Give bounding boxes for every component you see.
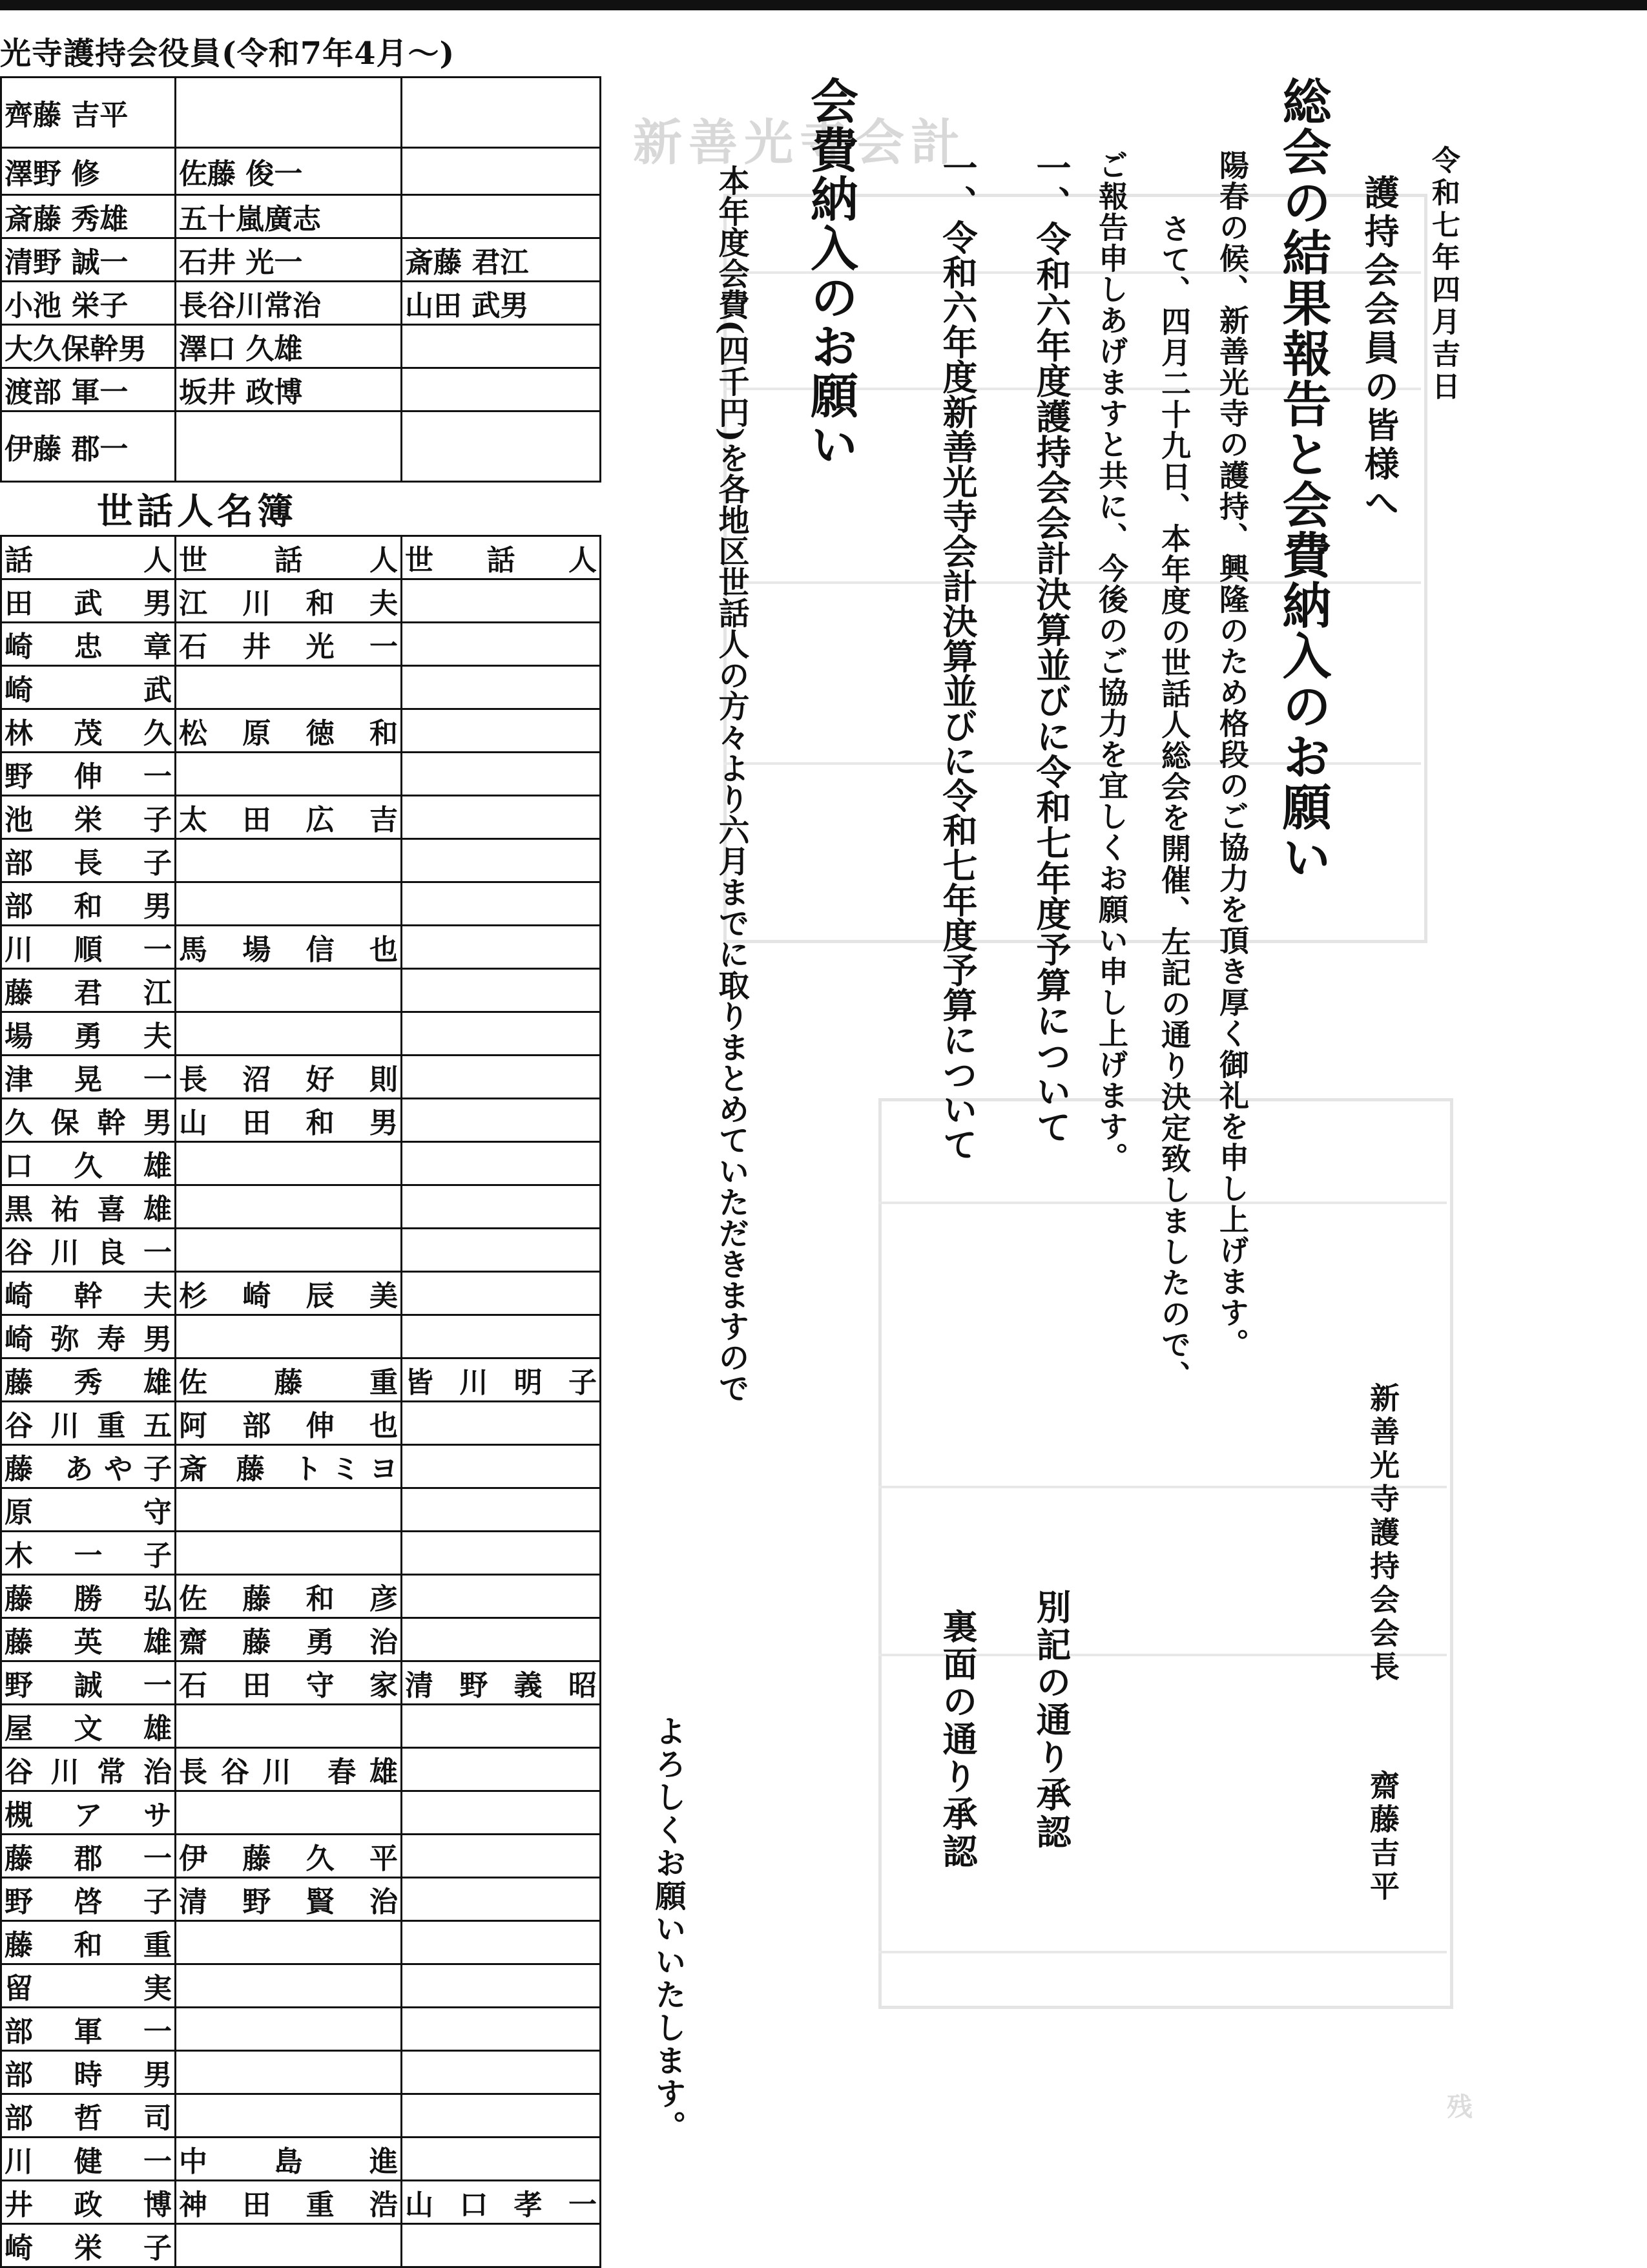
caretaker-name-cell: 松 原 徳 和: [176, 709, 402, 753]
caretaker-name-cell: [402, 2051, 601, 2094]
caretakers-row: [1, 579, 601, 623]
caretaker-name-cell: [176, 1315, 402, 1358]
caretakers-row: [1, 1272, 601, 1315]
caretaker-name-cell: 長 沼 好 則: [176, 1056, 402, 1099]
caretakers-column-header: 話 人: [1, 536, 176, 579]
caretaker-name-cell: [402, 1532, 601, 1575]
officer-name-cell: 五十嵐廣志: [176, 195, 402, 238]
caretaker-name-cell: 谷川良一: [1, 1229, 176, 1272]
caretakers-row: [1, 1445, 601, 1488]
caretakers-row: [1, 1618, 601, 1661]
caretaker-name-cell: 崎弥寿男: [1, 1315, 176, 1358]
caretaker-name-cell: 田 武 男: [1, 579, 176, 623]
caretaker-name-cell: 井 政 博: [1, 2181, 176, 2224]
caretakers-row: [1, 1532, 601, 1575]
officer-name-cell: [176, 411, 402, 482]
fee-closing: よろしくお願いいたします。: [650, 1715, 686, 2143]
caretaker-name-cell: [176, 1488, 402, 1532]
caretaker-name-cell: 川 健 一: [1, 2138, 176, 2181]
caretakers-row: [1, 2051, 601, 2094]
caretaker-name-cell: 谷川重五: [1, 1402, 176, 1445]
caretakers-row: [1, 2094, 601, 2138]
caretaker-name-cell: 斎 藤 トミヨ: [176, 1445, 402, 1488]
signature-name: 齋藤吉平: [1365, 1770, 1400, 1904]
officer-name-cell: 長谷川常治: [176, 282, 402, 325]
letter-body-1: さて、四月二十九日、本年度の世話人総会を開催、左記の通り決定致しましたので、: [1157, 213, 1192, 1391]
caretaker-name-cell: [402, 1791, 601, 1835]
caretaker-name-cell: [176, 839, 402, 882]
caretaker-name-cell: 藤 あや子: [1, 1445, 176, 1488]
caretaker-name-cell: 場 勇 夫: [1, 1012, 176, 1056]
caretakers-column-header: 世 話 人: [176, 536, 402, 579]
officer-name-cell: 澤野 修: [1, 148, 176, 195]
officers-row: [1, 148, 601, 195]
caretakers-row: [1, 1056, 601, 1099]
officer-name-cell: 石井 光一: [176, 238, 402, 282]
letter-item-1-note: 別記の通り承認: [1031, 1589, 1072, 1851]
caretaker-name-cell: 木 一 子: [1, 1532, 176, 1575]
caretakers-header-row: [1, 536, 601, 579]
caretakers-row: [1, 709, 601, 753]
caretaker-name-cell: 藤 勝 弘: [1, 1575, 176, 1618]
caretakers-row: [1, 1185, 601, 1229]
letter-item-2-note: 裏面の通り承認: [937, 1608, 979, 1871]
caretaker-name-cell: [402, 1964, 601, 2008]
caretakers-row: [1, 753, 601, 796]
caretaker-name-cell: [176, 2224, 402, 2267]
letter-title: 総会の結果報告と会費納入のお願い: [1274, 76, 1332, 882]
caretaker-name-cell: 部 和 男: [1, 882, 176, 926]
letter-date: 令和七年四月吉日: [1427, 145, 1460, 404]
officers-row: [1, 411, 601, 482]
caretaker-name-cell: 池 栄 子: [1, 796, 176, 839]
caretakers-row: [1, 666, 601, 709]
caretakers-row: [1, 839, 601, 882]
caretaker-name-cell: 黒祐喜雄: [1, 1185, 176, 1229]
caretaker-name-cell: [402, 2008, 601, 2051]
caretaker-name-cell: 太 田 広 吉: [176, 796, 402, 839]
officer-name-cell: 山田 武男: [402, 282, 601, 325]
caretaker-name-cell: [402, 1488, 601, 1532]
officers-row: [1, 238, 601, 282]
caretaker-name-cell: 野 誠 一: [1, 1661, 176, 1705]
caretaker-name-cell: [402, 579, 601, 623]
caretakers-row: [1, 2181, 601, 2224]
caretaker-name-cell: [402, 1835, 601, 1878]
caretaker-name-cell: 藤 郡 一: [1, 1835, 176, 1878]
caretaker-name-cell: 野 伸 一: [1, 753, 176, 796]
caretaker-name-cell: 屋 文 雄: [1, 1705, 176, 1748]
caretaker-name-cell: [402, 666, 601, 709]
officer-name-cell: 齊藤 吉平: [1, 78, 176, 148]
caretaker-name-cell: [176, 1142, 402, 1185]
letter-body-2: ご報告申しあげますと共に、今後のご協力を宜しくお願い申し上げます。: [1094, 150, 1129, 1173]
caretaker-name-cell: 口 久 雄: [1, 1142, 176, 1185]
caretaker-name-cell: 崎 忠 章: [1, 623, 176, 666]
officer-name-cell: 伊藤 郡一: [1, 411, 176, 482]
caretaker-name-cell: [402, 753, 601, 796]
caretaker-name-cell: 皆 川 明 子: [402, 1358, 601, 1402]
officer-name-cell: 坂井 政博: [176, 368, 402, 411]
officer-name-cell: [402, 325, 601, 368]
caretakers-row: [1, 1835, 601, 1878]
caretaker-name-cell: [176, 1705, 402, 1748]
caretakers-row: [1, 1315, 601, 1358]
caretaker-name-cell: 部 長 子: [1, 839, 176, 882]
caretaker-name-cell: [176, 1921, 402, 1964]
caretaker-name-cell: [402, 709, 601, 753]
caretaker-name-cell: 神 田 重 浩: [176, 2181, 402, 2224]
caretaker-name-cell: 江 川 和 夫: [176, 579, 402, 623]
caretaker-name-cell: [402, 969, 601, 1012]
caretaker-name-cell: 中 島 進: [176, 2138, 402, 2181]
caretakers-row: [1, 1358, 601, 1402]
caretaker-name-cell: [402, 1185, 601, 1229]
caretakers-row: [1, 1488, 601, 1532]
caretaker-name-cell: 佐 藤 和 彦: [176, 1575, 402, 1618]
caretakers-row: [1, 1921, 601, 1964]
caretaker-name-cell: 佐 藤 重: [176, 1358, 402, 1402]
officer-name-cell: 佐藤 俊一: [176, 148, 402, 195]
officers-row: [1, 78, 601, 148]
caretaker-name-cell: 藤 和 重: [1, 1921, 176, 1964]
officers-table: [0, 76, 601, 483]
caretaker-name-cell: [402, 1445, 601, 1488]
letter-item-2: 一、令和六年度新善光寺会計決算並びに令和七年度予算について: [937, 150, 979, 1161]
caretakers-row: [1, 1748, 601, 1791]
caretakers-row: [1, 1012, 601, 1056]
caretakers-title: 世話人名簿: [97, 490, 297, 533]
caretaker-name-cell: 津 晃 一: [1, 1056, 176, 1099]
caretakers-row: [1, 969, 601, 1012]
caretaker-name-cell: 野 啓 子: [1, 1878, 176, 1921]
caretaker-name-cell: [402, 1705, 601, 1748]
caretaker-name-cell: [402, 1229, 601, 1272]
caretaker-name-cell: [176, 2094, 402, 2138]
signature-org: 新善光寺護持会会長: [1365, 1382, 1400, 1685]
caretaker-name-cell: [402, 1402, 601, 1445]
caretaker-name-cell: 原 守: [1, 1488, 176, 1532]
caretaker-name-cell: [402, 796, 601, 839]
caretaker-name-cell: 馬 場 信 也: [176, 926, 402, 969]
caretaker-name-cell: 長谷川 春雄: [176, 1748, 402, 1791]
caretaker-name-cell: 林 茂 久: [1, 709, 176, 753]
caretakers-row: [1, 2008, 601, 2051]
letter-greeting: 陽春の候、新善光寺の護持、興隆のため格段のご協力を頂き厚く御礼を申し上げます。: [1215, 150, 1250, 1359]
caretakers-row: [1, 796, 601, 839]
caretaker-name-cell: 槻 ア サ: [1, 1791, 176, 1835]
caretaker-name-cell: [176, 1532, 402, 1575]
officer-name-cell: 斎藤 君江: [402, 238, 601, 282]
letter-addressee: 護持会会員の皆様へ: [1359, 174, 1400, 523]
caretaker-name-cell: [402, 2094, 601, 2138]
officer-name-cell: [402, 368, 601, 411]
officer-name-cell: 渡部 軍一: [1, 368, 176, 411]
caretaker-name-cell: 留 実: [1, 1964, 176, 2008]
officers-row: [1, 368, 601, 411]
officer-name-cell: [402, 411, 601, 482]
fee-body: 本年度会費(四千円)を各地区世話人の方々より六月までに取りまとめていただきますので: [713, 165, 749, 1404]
caretaker-name-cell: 伊 藤 久 平: [176, 1835, 402, 1878]
caretaker-name-cell: [176, 1229, 402, 1272]
caretaker-name-cell: 石 井 光 一: [176, 623, 402, 666]
caretaker-name-cell: 藤 英 雄: [1, 1618, 176, 1661]
caretaker-name-cell: 藤 秀 雄: [1, 1358, 176, 1402]
caretaker-name-cell: [402, 1056, 601, 1099]
caretakers-row: [1, 1964, 601, 2008]
caretaker-name-cell: [402, 1315, 601, 1358]
scan-top-edge: [0, 0, 1647, 10]
caretaker-name-cell: [402, 839, 601, 882]
caretakers-row: [1, 1575, 601, 1618]
caretakers-column-header: 世 話 人: [402, 536, 601, 579]
officer-name-cell: 小池 栄子: [1, 282, 176, 325]
caretakers-row: [1, 882, 601, 926]
officers-row: [1, 282, 601, 325]
officer-name-cell: 澤口 久雄: [176, 325, 402, 368]
caretaker-name-cell: [402, 1921, 601, 1964]
caretaker-name-cell: [176, 969, 402, 1012]
caretakers-row: [1, 926, 601, 969]
caretakers-row: [1, 1142, 601, 1185]
caretaker-name-cell: [176, 1012, 402, 1056]
caretaker-name-cell: 藤 君 江: [1, 969, 176, 1012]
caretaker-name-cell: [402, 1575, 601, 1618]
officers-title: 光寺護持会役員(令和7年4月〜): [0, 36, 455, 72]
caretaker-name-cell: 石 田 守 家: [176, 1661, 402, 1705]
caretaker-name-cell: [176, 1791, 402, 1835]
officers-row: [1, 325, 601, 368]
officers-row: [1, 195, 601, 238]
caretakers-row: [1, 2224, 601, 2267]
caretaker-name-cell: [402, 1618, 601, 1661]
caretaker-name-cell: 部 時 男: [1, 2051, 176, 2094]
caretaker-name-cell: [176, 2008, 402, 2051]
caretaker-name-cell: [402, 1142, 601, 1185]
caretaker-name-cell: [176, 666, 402, 709]
caretaker-name-cell: 谷川常治: [1, 1748, 176, 1791]
caretaker-name-cell: 久保幹男: [1, 1099, 176, 1142]
caretaker-name-cell: [176, 882, 402, 926]
caretaker-name-cell: 川 順 一: [1, 926, 176, 969]
caretakers-row: [1, 2138, 601, 2181]
caretaker-name-cell: 山 口 孝 一: [402, 2181, 601, 2224]
officer-name-cell: 清野 誠一: [1, 238, 176, 282]
caretaker-name-cell: [402, 1272, 601, 1315]
caretaker-name-cell: [402, 1012, 601, 1056]
caretaker-name-cell: 杉 崎 辰 美: [176, 1272, 402, 1315]
caretaker-name-cell: 阿 部 伸 也: [176, 1402, 402, 1445]
fee-title: 会費納入のお願い: [803, 76, 858, 469]
caretaker-name-cell: [402, 1099, 601, 1142]
caretaker-name-cell: 崎 武: [1, 666, 176, 709]
caretaker-name-cell: [402, 1878, 601, 1921]
caretaker-name-cell: [402, 1748, 601, 1791]
officer-name-cell: [402, 148, 601, 195]
officer-name-cell: [176, 78, 402, 148]
caretaker-name-cell: [402, 882, 601, 926]
caretakers-row: [1, 1402, 601, 1445]
caretaker-name-cell: 清 野 義 昭: [402, 1661, 601, 1705]
caretaker-name-cell: [402, 2138, 601, 2181]
caretaker-name-cell: 清 野 賢 治: [176, 1878, 402, 1921]
caretakers-row: [1, 1099, 601, 1142]
caretaker-name-cell: [402, 926, 601, 969]
caretaker-name-cell: 崎 幹 夫: [1, 1272, 176, 1315]
caretaker-name-cell: 山 田 和 男: [176, 1099, 402, 1142]
caretaker-name-cell: [176, 1964, 402, 2008]
caretakers-row: [1, 1878, 601, 1921]
caretaker-name-cell: [402, 2224, 601, 2267]
caretaker-name-cell: [176, 753, 402, 796]
caretaker-name-cell: 崎 栄 子: [1, 2224, 176, 2267]
caretaker-name-cell: [176, 1185, 402, 1229]
officer-name-cell: [402, 195, 601, 238]
caretakers-row: [1, 1791, 601, 1835]
caretaker-name-cell: 部 軍 一: [1, 2008, 176, 2051]
caretaker-name-cell: 部 哲 司: [1, 2094, 176, 2138]
caretaker-name-cell: [176, 2051, 402, 2094]
caretakers-row: [1, 623, 601, 666]
officer-name-cell: 斎藤 秀雄: [1, 195, 176, 238]
caretaker-name-cell: 齋 藤 勇 治: [176, 1618, 402, 1661]
caretakers-table: [0, 535, 601, 2268]
officer-name-cell: [402, 78, 601, 148]
letter-item-1: 一、令和六年度護持会会計決算並びに令和七年度予算について: [1031, 150, 1072, 1145]
officer-name-cell: 大久保幹男: [1, 325, 176, 368]
caretakers-row: [1, 1661, 601, 1705]
caretakers-row: [1, 1705, 601, 1748]
caretakers-row: [1, 1229, 601, 1272]
caretaker-name-cell: [402, 623, 601, 666]
